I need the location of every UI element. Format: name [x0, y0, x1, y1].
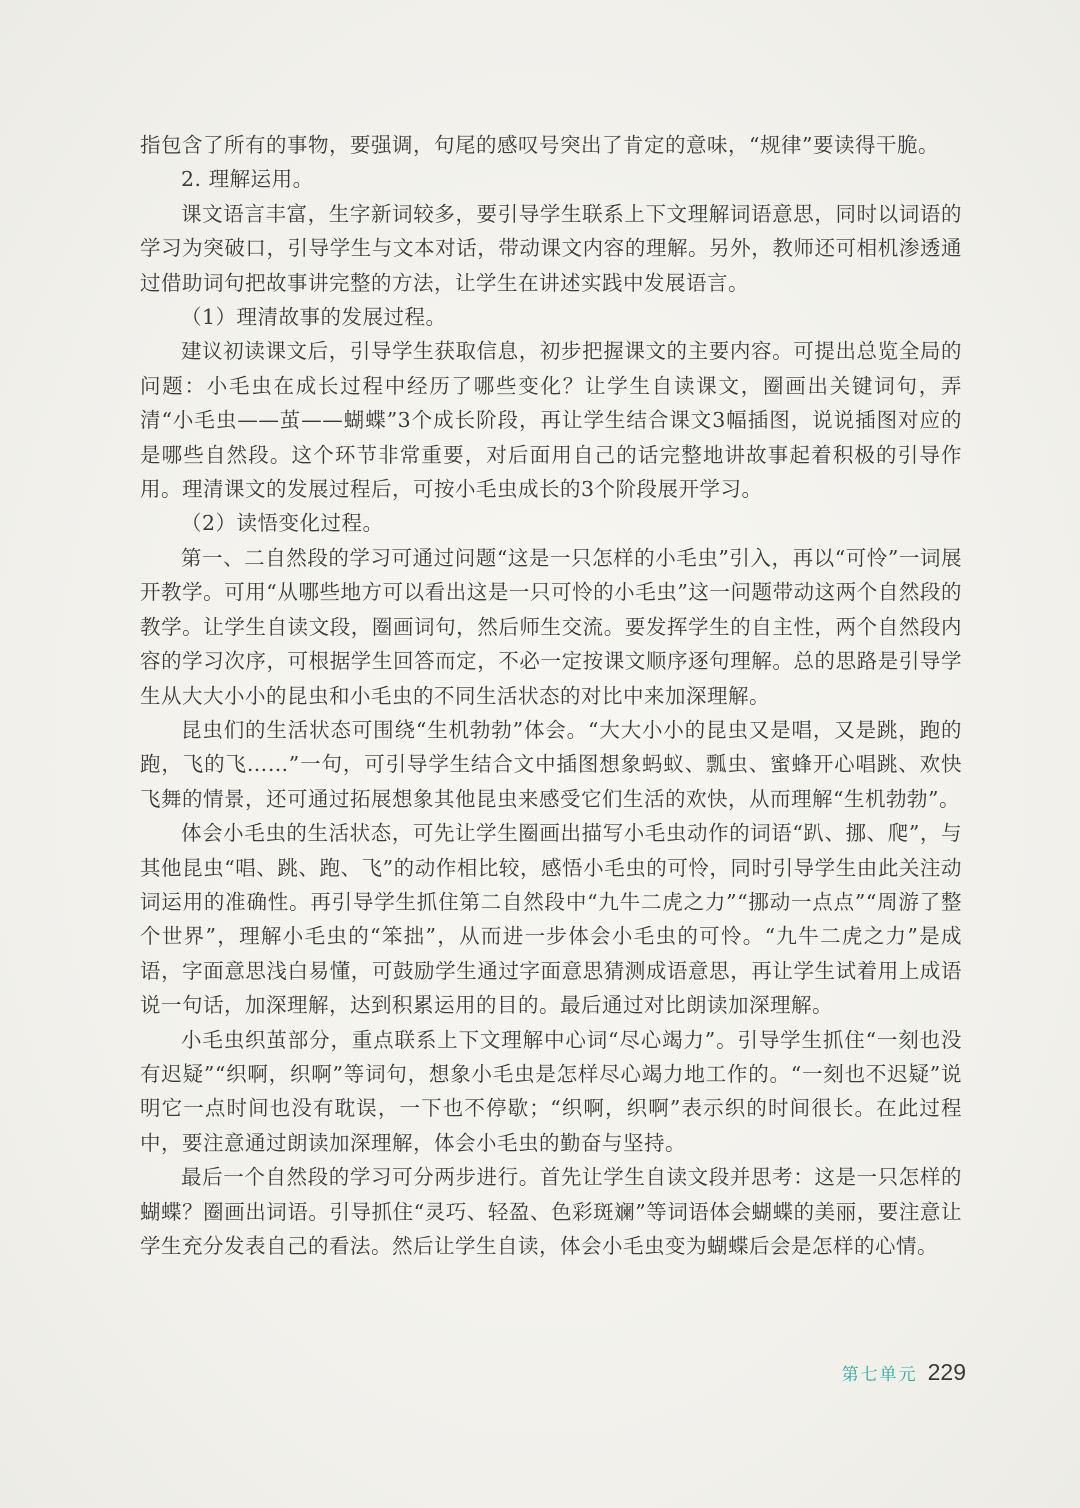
paragraph-5: 建议初读课文后，引导学生获取信息，初步把握课文的主要内容。可提出总览全局的问题：小毛虫在成长过程中经历了哪些变化？让学生自读课文，圈画出关键词句，弄清“小毛虫——茧——蝴蝶”3个成长阶段，再让学生结合课文3幅插图，说说插图对应的是哪些自然段。这个环节非常重要，对后面用自己的话完整地讲故事起着积极的引导作用。理清课文的发展过程后，可按小毛虫成长的3个阶段展开学习。	[140, 339, 962, 502]
paragraph-3: 课文语言丰富，生字新词较多，要引导学生联系上下文理解词语意思，同时以词语的学习为突破口，引导学生与文本对话，带动课文内容的理解。另外，教师还可相机渗透通过借助词句把故事讲完整的方法，让学生在讲述实践中发展语言。	[140, 201, 962, 295]
paragraph-11: 最后一个自然段的学习可分两步进行。首先让学生自读文段并思考：这是一只怎样的蝴蝶？圈画出词语。引导抓住“灵巧、轻盈、色彩斑斓”等词语体会蝴蝶的美丽，要注意让学生充分发表自己的看法。然后让学生自读，体会小毛虫变为蝴蝶后会是怎样的心情。	[140, 1165, 962, 1258]
paragraph-9: 体会小毛虫的生活状态，可先让学生圈画出描写小毛虫动作的词语“趴、挪、爬”，与其他昆虫“唱、跳、跑、飞”的动作相比较，感悟小毛虫的可怜，同时引导学生由此关注动词运用的准确性。再引导学生抓住第二自然段中“九牛二虎之力”“挪动一点点”“周游了整个世界”，理解小毛虫的“笨拙”，从而进一步体会小毛虫的可怜。“九牛二虎之力”是成语，字面意思浅白易懂，可鼓励学生通过字面意思猜测成语意思，再让学生试着用上成语说一句话，加深理解，达到积累运用的目的。最后通过对比朗读加深理解。	[140, 821, 962, 1018]
subheading-story-process: （1）理清故事的发展过程。	[181, 305, 447, 330]
paragraph-7: 第一、二自然段的学习可通过问题“这是一只怎样的小毛虫”引入，再以“可怜”一词展开教学。可用“从哪些地方可以看出这是一只可怜的小毛虫”这一问题带动这两个自然段的教学。让学生自读文段，圈画词句，然后师生交流。要发挥学生的自主性，两个自然段内容的学习次序，可根据学生回答而定，不必一定按课文顺序逐句理解。总的思路是引导学生从大大小小的昆虫和小毛虫的不同生活状态的对比中来加深理解。	[140, 545, 962, 708]
subheading-change-process: （2）读悟变化过程。	[181, 511, 384, 536]
paragraph-10: 小毛虫织茧部分，重点联系上下文理解中心词“尽心竭力”。引导学生抓住“一刻也没有迟疑”“织啊，织啊”等词句，想象小毛虫是怎样尽心竭力地工作的。“一刻也不迟疑”说明它一点时间也没有耽误，一下也不停歇；“织啊，织啊”表示织的时间很长。在此过程中，要注意通过朗读加深理解，体会小毛虫的勤奋与坚持。	[140, 1027, 962, 1155]
paragraph-8: 昆虫们的生活状态可围绕“生机勃勃”体会。“大大小小的昆虫又是唱，又是跳，跑的跑，飞的飞……”一句，可引导学生结合文中插图想象蚂蚁、瓢虫、蜜蜂开心唱跳、欢快飞舞的情景，还可通过拓展想象其他昆虫来感受它们生活的欢快，从而理解“生机勃勃”。	[140, 717, 962, 811]
page-number: 229	[927, 1359, 966, 1385]
page-body	[140, 128, 962, 1263]
unit-label: 第七单元	[841, 1365, 918, 1385]
page-footer	[842, 1359, 966, 1386]
paragraph-1: 指包含了所有的事物，要强调，句尾的感叹号突出了肯定的意味，“规律”要读得干脆。	[140, 133, 939, 157]
section-heading-understand-apply: 2. 理解运用。	[181, 167, 314, 192]
